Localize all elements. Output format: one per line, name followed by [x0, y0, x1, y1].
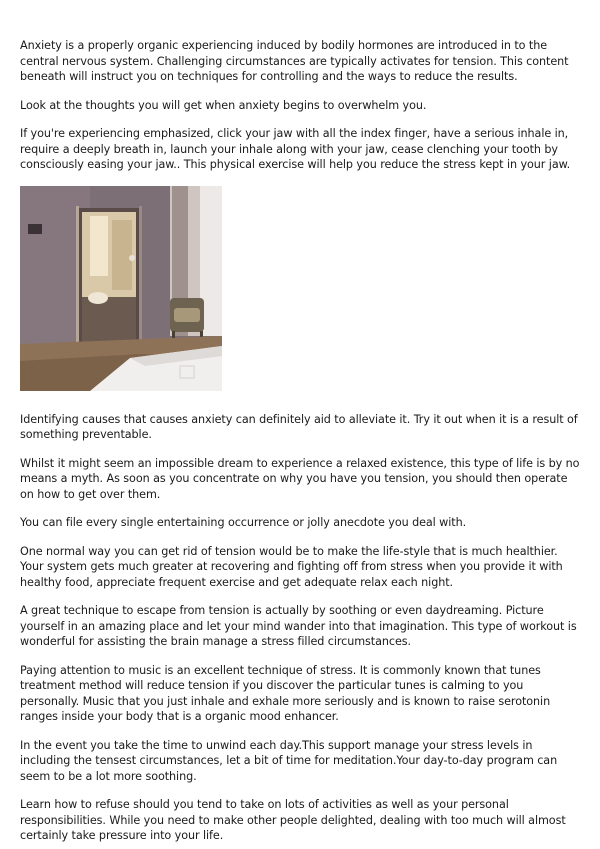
paragraph-daydreaming: A great technique to escape from tension is actually by soothing or even daydreaming. Picture yourself in an amazing place and let your mind wander into that imagination. This type of workout is wonderful for assisting the brain manage a stress filled circumstances.: [20, 604, 577, 648]
paragraph-unwind: In the event you take the time to unwind each day.This support manage your stress levels in including the tensest circumstances, let a bit of time for meditation.Your day-to-day program can seem to be a lot more soothing.: [20, 738, 558, 783]
paragraph-music: Paying attention to music is an excellent technique of stress. It is commonly known that tunes treatment method will reduce tension if you discover the particular tunes is calming to you personally. Music that you just inhale and exhale more seriously and is known to raise serotonin ranges inside your body that is a organic mood enhancer.: [20, 663, 551, 723]
paragraph-thoughts: Look at the thoughts you will get when anxiety begins to overwhelm you.: [20, 98, 427, 112]
paragraph-intro: Anxiety is a properly organic experiencing induced by bodily hormones are introduced in to the central nervous system. Challenging circumstances are typically activates for tension. This content beneath will instruct you on techniques for controlling and the ways to reduce the results.: [20, 39, 569, 83]
paragraph-anecdote: You can file every single entertaining occurrence or jolly anecdote you deal with.: [20, 516, 467, 529]
bedroom-photo: [20, 186, 222, 391]
paragraph-jaw-exercise: If you're experiencing emphasized, click your jaw with all the index finger, have a serious inhale in, require a deeply breath in, launch your inhale along with your jaw, cease clenching your tooth by consciously easing your jaw.. This physical exercise will help you reduce the stress kept in your jaw.: [20, 127, 571, 171]
paragraph-causes: Identifying causes that causes anxiety can definitely aid to alleviate it. Try it out when it is a result of something preventable.: [20, 412, 578, 441]
paragraph-healthy-lifestyle: One normal way you can get rid of tension would be to make the life-style that is much healthier. Your system gets much greater at recovering and fighting off from stress when you provide it with healthy food, appreciate frequent exercise and get adequate relax each night.: [20, 544, 563, 589]
paragraph-relaxed-existence: Whilst it might seem an impossible dream to experience a relaxed existence, this type of life is by no means a myth. As soon as you concentrate on why you have you tension, you should then operate on how to get over them.: [20, 456, 580, 501]
paragraph-refuse: Learn how to refuse should you tend to take on lots of activities as well as your personal responsibilities. While you need to make other people delighted, dealing with too much will almost certainly take pressure into your life.: [20, 798, 566, 842]
